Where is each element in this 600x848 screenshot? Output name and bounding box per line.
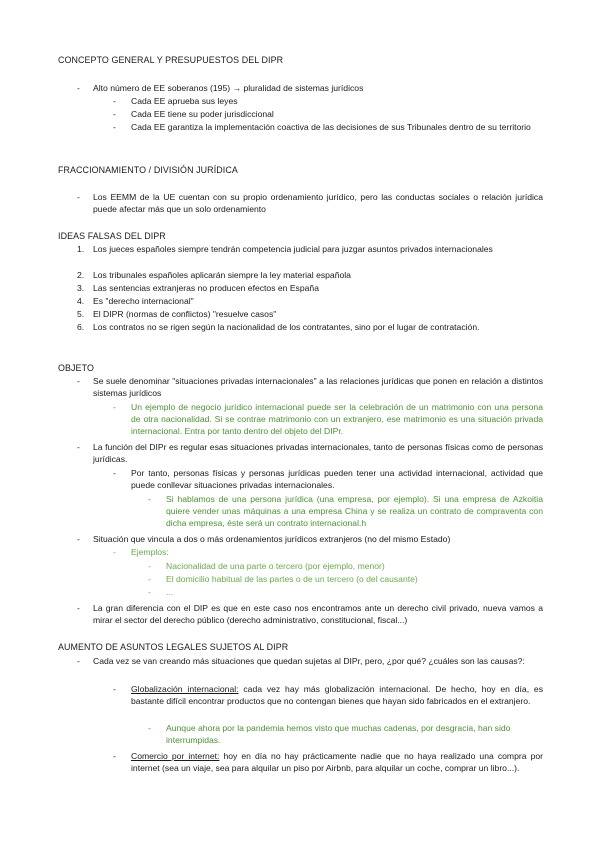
list-item	[113, 684, 543, 708]
section-heading-objeto: OBJETO	[58, 363, 94, 373]
bullet-text: Los EEMM de la UE cuentan con su propio ordenamiento jurídico, pero las conductas sociales o relación jurídica puede afectar más que un solo ordenamiento	[93, 192, 543, 214]
bullet-marker: -	[77, 442, 80, 452]
bullet-text: Cada EE garantiza la implementación coactiva de las decisiones de sus Tribunales dentro de su territorio	[131, 122, 531, 132]
section-heading-concepto: CONCEPTO GENERAL Y PRESUPUESTOS DEL DIPR	[58, 55, 284, 65]
bullet-marker: -	[77, 656, 80, 666]
example-text: El domicilio habitual de las partes o de un tercero (o del causante)	[166, 574, 418, 584]
list-item	[148, 574, 543, 586]
bullet-text: Cada vez se van creando más situaciones que quedan sujetas al DIPr, pero, ¿por qué? ¿cuáles son las causas?:	[93, 656, 525, 666]
section-heading-ideas-falsas: IDEAS FALSAS DEL DIPR	[58, 231, 166, 241]
list-item	[113, 122, 543, 134]
bullet-text: Cada EE aprueba sus leyes	[131, 96, 238, 106]
section-heading-aumento: AUMENTO DE ASUNTOS LEGALES SUJETOS AL DIPR	[58, 642, 289, 652]
item-text: Los jueces españoles siempre tendrán competencia judicial para juzgar asuntos privados internacionales	[93, 244, 493, 254]
list-item	[113, 96, 543, 108]
list-item	[77, 603, 543, 627]
item-number: 6.	[77, 322, 85, 332]
numbered-item	[77, 296, 543, 308]
globalizacion-label: Globalización internacional:	[131, 684, 239, 694]
item-number: 3.	[77, 283, 85, 293]
item-text: El DIPR (normas de conflictos) "resuelve casos"	[93, 309, 277, 319]
bullet-marker: -	[113, 122, 116, 132]
list-item	[77, 442, 543, 466]
section-heading-fraccionamiento: FRACCIONAMIENTO / DIVISIÓN JURÍDICA	[58, 165, 238, 175]
comercio-label: Comercio por internet:	[131, 751, 220, 761]
example-text: Nacionalidad de una parte o tercero (por ejemplo, menor)	[166, 561, 385, 571]
example-text: Aunque ahora por la pandemia hemos visto que muchas cadenas, por desgracia, han sido interrumpidas.	[166, 723, 511, 745]
bullet-marker: -	[148, 587, 151, 597]
bullet-marker: -	[148, 723, 151, 733]
list-item	[77, 376, 543, 400]
bullet-text	[131, 684, 543, 708]
bullet-text	[131, 751, 543, 775]
list-item	[113, 402, 543, 437]
bullet-marker: -	[113, 402, 116, 412]
bullet-text: La función del DIPr es regular esas situaciones privadas internacionales, tanto de personas físicas como de personas jurídicas.	[93, 442, 543, 464]
bullet-marker: -	[113, 96, 116, 106]
list-item	[77, 83, 542, 95]
list-item	[113, 468, 543, 492]
bullet-marker: -	[113, 109, 116, 119]
example-text: Un ejemplo de negocio jurídico internacional puede ser la celebración de un matrimonio con una persona de otra nacionalidad. Si se contrae matrimonio con un extranjero, ese matrimonio es una situación privada internacional. Entra por tanto dentro del objeto del DIPr.	[131, 402, 543, 436]
bullet-marker: -	[77, 83, 80, 93]
numbered-item	[77, 309, 543, 321]
list-item	[148, 561, 543, 573]
list-item	[148, 494, 543, 529]
numbered-item	[77, 270, 543, 282]
bullet-marker: -	[77, 376, 80, 386]
numbered-item	[77, 283, 543, 295]
item-number: 2.	[77, 270, 85, 280]
example-label: Ejemplos:	[131, 547, 169, 557]
item-text: Los tribunales españoles aplicarán siempre la ley material española	[93, 270, 351, 280]
bullet-marker: -	[148, 561, 151, 571]
bullet-text: Por tanto, personas físicas y personas jurídicas pueden tener una actividad internacional, actividad que puede conllevar situaciones privadas internacionales.	[131, 468, 543, 490]
bullet-text: Cada EE tiene su poder jurisdiccional	[131, 109, 274, 119]
bullet-text: Se suele denominar "situaciones privadas internacionales" a las relaciones jurídicas que ponen en relación a distintos sistemas jurídicos	[93, 376, 543, 398]
item-text: Los contratos no se rigen según la nacionalidad de los contratantes, sino por el lugar de contratación.	[93, 322, 480, 332]
bullet-marker: -	[148, 494, 151, 504]
example-text: ...	[166, 587, 174, 597]
item-text: Es "derecho internacional"	[93, 296, 194, 306]
bullet-marker: -	[113, 751, 116, 761]
list-item	[113, 109, 543, 121]
bullet-text: La gran diferencia con el DIP es que en este caso nos encontramos ante un derecho civil privado, nueva vamos a mirar el sector del derecho público (derecho administrativo, constitucional, fiscal...)	[93, 603, 543, 625]
item-number: 5.	[77, 309, 85, 319]
item-number: 4.	[77, 296, 85, 306]
list-item	[77, 192, 543, 216]
list-item	[77, 656, 543, 668]
comercio-text: hoy en día no hay prácticamente nadie que no haya realizado una compra por internet (sea un viaje, sea para alquilar un piso por Airbnb, para alquilar un coche, comprar un libro...).	[131, 751, 543, 773]
numbered-item	[77, 244, 543, 256]
item-text: Las sentencias extranjeras no producen efectos en España	[93, 283, 319, 293]
list-item	[148, 723, 543, 747]
bullet-marker: -	[113, 468, 116, 478]
bullet-marker: -	[148, 574, 151, 584]
item-number: 1.	[77, 244, 85, 254]
bullet-marker: -	[77, 603, 80, 613]
bullet-text: Alto número de EE soberanos (195) → pluralidad de sistemas jurídicos	[93, 83, 364, 93]
bullet-marker: -	[77, 534, 80, 544]
list-item	[148, 587, 543, 599]
list-item	[77, 534, 543, 546]
example-text: Si hablamos de una persona jurídica (una empresa, por ejemplo). Si una empresa de Azkoitia quiere vender unas máquinas a una empresa China y se realiza un contrato de compraventa con dicha empresa, éste será un contrato internacional.h	[166, 494, 543, 528]
bullet-marker: -	[113, 684, 116, 694]
list-item	[113, 751, 543, 775]
globalizacion-text: cada vez hay más globalización internacional. De hecho, hoy en día, es bastante difícil encontrar productos que no contengan bienes que hayan sido fabricados en el extranjero.	[131, 684, 543, 706]
bullet-text: Situación que vincula a dos o más ordenamientos jurídicos extranjeros (no del mismo Estado)	[93, 534, 451, 544]
bullet-marker: -	[77, 192, 80, 202]
list-item	[113, 547, 543, 559]
bullet-marker: -	[113, 547, 116, 557]
numbered-item	[77, 322, 543, 334]
